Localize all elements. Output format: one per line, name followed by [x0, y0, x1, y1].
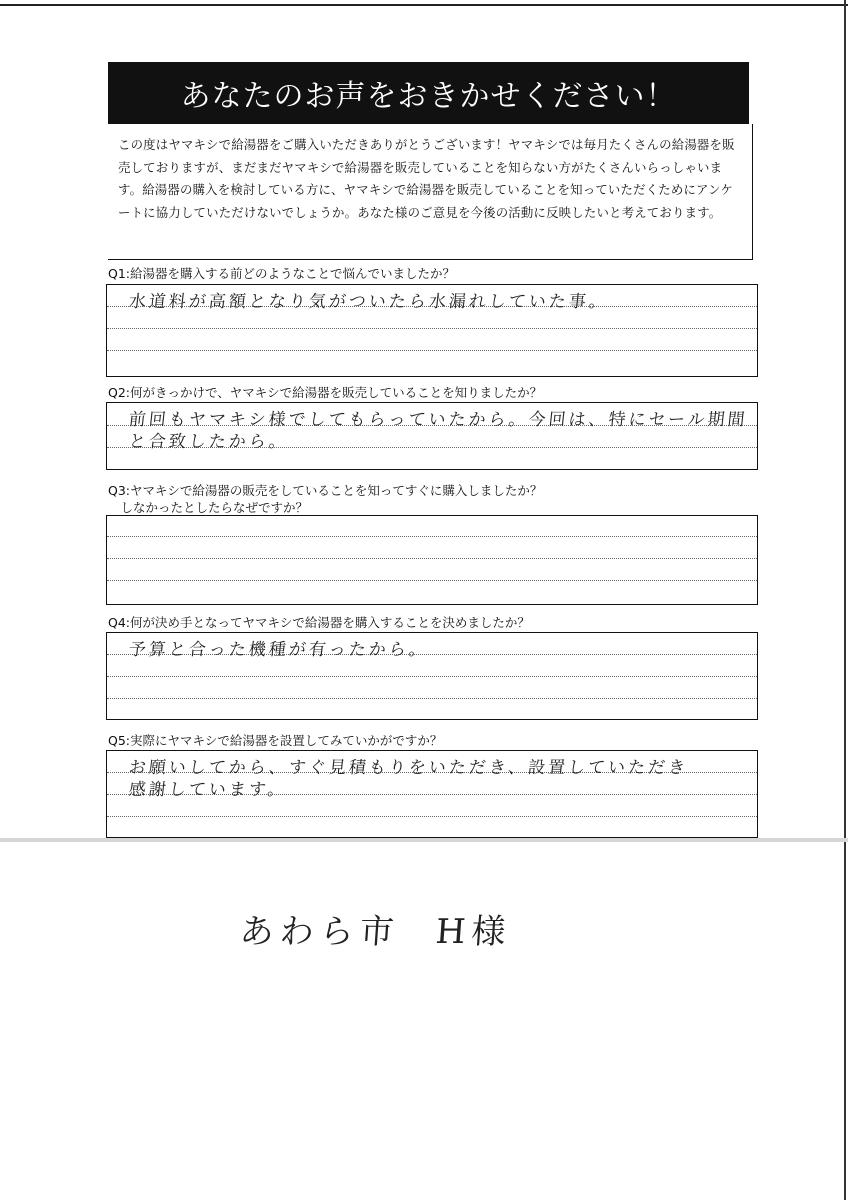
page-title: あなたのお声をおきかせください！: [108, 62, 749, 124]
ruled-line: [107, 350, 757, 351]
question-3-label: Q3:ヤマキシで給湯器の販売をしていることを知ってすぐに購入しましたか？ しなかったとしたらなぜですか？: [108, 483, 543, 515]
intro-paragraph: この度はヤマキシで給湯器をご購入いただきありがとうございます！ヤマキシでは毎月たくさんの給湯器を販売しておりますが、まだまだヤマキシで給湯器を販売していることを知らない方がたくさんいらっしゃいます。給湯器の購入を検討している方に、ヤマキシで給湯器を販売していることを知っていただくためにアンケートに協力していただけないでしょうか。あなた様のご意見を今後の活動に反映したいと考えております。: [108, 124, 753, 260]
ruled-line: [107, 698, 757, 699]
question-2-answer-box[interactable]: [106, 402, 758, 470]
question-4-answer-box[interactable]: [106, 632, 758, 720]
ruled-line: [107, 816, 757, 817]
question-4-answer-line-1: 予算と合った機種が有ったから。: [127, 640, 430, 660]
question-3-answer-box[interactable]: [106, 515, 758, 605]
signature-city: あわら市: [238, 912, 402, 952]
question-5-answer-line-2: 感謝しています。: [127, 780, 289, 800]
question-5-label: Q5:実際にヤマキシで給湯器を設置してみていかがですか？: [108, 733, 443, 748]
ruled-line: [107, 580, 757, 581]
question-2-answer-line-1: 前回もヤマキシ様でしてもらっていたから。今回は、特にセール期間: [127, 410, 749, 430]
signature-name: H様: [434, 912, 513, 952]
scan-shadow-band: [0, 838, 848, 842]
question-1-label: Q1:給湯器を購入する前どのようなことで悩んでいましたか？: [108, 266, 456, 281]
ruled-line: [107, 558, 757, 559]
question-1-answer-box[interactable]: [106, 284, 758, 377]
question-5-answer-box[interactable]: [106, 750, 758, 838]
ruled-line: [107, 536, 757, 537]
page-edge-top: [0, 4, 848, 6]
question-2-label: Q2:何がきっかけで、ヤマキシで給湯器を販売していることを知りましたか？: [108, 385, 543, 400]
ruled-line: [107, 676, 757, 677]
page-edge-right: [844, 0, 846, 1200]
question-2-answer-line-2: と合致したから。: [127, 432, 290, 452]
question-1-answer-line-1: 水道料が高額となり気がついたら水漏れしていた事。: [127, 292, 610, 312]
question-4-label: Q4:何が決め手となってヤマキシで給湯器を購入することを決めましたか？: [108, 615, 530, 630]
question-5-answer-line-1: お願いしてから、すぐ見積もりをいただき、設置していただき: [127, 758, 690, 778]
ruled-line: [107, 328, 757, 329]
